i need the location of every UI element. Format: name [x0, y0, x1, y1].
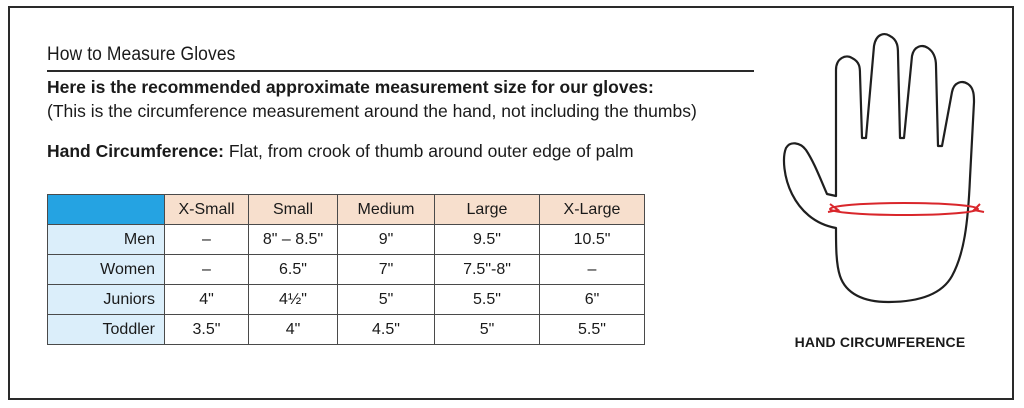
table-row	[48, 285, 645, 315]
table-cell: –	[165, 225, 249, 255]
page-title: How to Measure Gloves	[47, 44, 236, 65]
table-cell: –	[165, 255, 249, 285]
hand-outline	[784, 34, 974, 302]
circumference-measure-line	[830, 203, 978, 215]
column-header: Medium	[338, 195, 435, 225]
column-header: X-Large	[540, 195, 645, 225]
table-cell: 7.5"-8"	[435, 255, 540, 285]
table-cell: 7"	[338, 255, 435, 285]
row-header: Toddler	[48, 315, 165, 345]
table-cell: 4½"	[249, 285, 338, 315]
table-cell: 5"	[338, 285, 435, 315]
table-row	[48, 225, 645, 255]
circumference-text: Flat, from crook of thumb around outer edge of palm	[224, 141, 634, 161]
column-header: Small	[249, 195, 338, 225]
table-cell: 9.5"	[435, 225, 540, 255]
row-header: Women	[48, 255, 165, 285]
table-cell: 6.5"	[249, 255, 338, 285]
table-cell: 8" – 8.5"	[249, 225, 338, 255]
column-header: X-Small	[165, 195, 249, 225]
table-cell: 10.5"	[540, 225, 645, 255]
row-header: Juniors	[48, 285, 165, 315]
table-corner-cell	[48, 195, 165, 225]
circumference-instruction	[47, 141, 634, 162]
table-header-row	[48, 195, 645, 225]
table-cell: –	[540, 255, 645, 285]
subtitle: Here is the recommended approximate measurement size for our gloves:	[47, 77, 654, 97]
table-row	[48, 315, 645, 345]
table-cell: 4"	[249, 315, 338, 345]
title-divider	[47, 70, 754, 72]
measurement-note: (This is the circumference measurement around the hand, not including the thumbs)	[47, 101, 697, 121]
size-table	[47, 194, 645, 345]
table-cell: 9"	[338, 225, 435, 255]
table-cell: 4"	[165, 285, 249, 315]
table-cell: 4.5"	[338, 315, 435, 345]
circumference-label: Hand Circumference:	[47, 141, 224, 161]
column-header: Large	[435, 195, 540, 225]
measure-arrow-right-icon	[974, 204, 984, 212]
row-header: Men	[48, 225, 165, 255]
table-row	[48, 255, 645, 285]
table-cell: 5.5"	[435, 285, 540, 315]
hand-outline-illustration	[780, 28, 1000, 328]
table-cell: 6"	[540, 285, 645, 315]
table-cell: 5"	[435, 315, 540, 345]
table-cell: 5.5"	[540, 315, 645, 345]
hand-circumference-caption: HAND CIRCUMFERENCE	[794, 334, 966, 350]
table-cell: 3.5"	[165, 315, 249, 345]
